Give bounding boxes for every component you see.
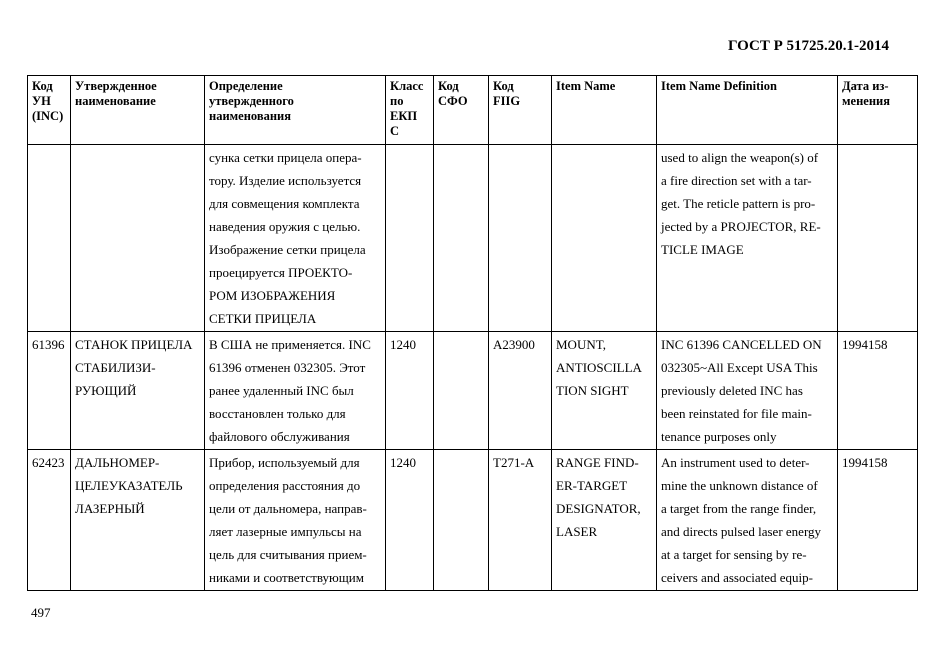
cell-sfo <box>434 145 489 332</box>
text-line: Item Name <box>556 79 616 93</box>
text-line: РОМ ИЗОБРАЖЕНИЯ <box>209 288 336 303</box>
cell-class: 1240 <box>386 450 434 591</box>
text-line: цель для считывания прием- <box>209 547 367 562</box>
items-table <box>27 75 918 591</box>
text-line: TION SIGHT <box>556 383 629 398</box>
cell-item-definition <box>657 450 838 591</box>
header-name-ru <box>71 76 205 145</box>
text-line: Код <box>493 79 514 93</box>
text-line: LASER <box>556 524 598 539</box>
cell-date: 1994158 <box>838 332 918 450</box>
cell-definition-ru <box>205 145 386 332</box>
page-number: 497 <box>31 605 51 620</box>
cell-class <box>386 145 434 332</box>
text-line: at a target for sensing by re- <box>661 547 807 562</box>
text-line: ДАЛЬНОМЕР- <box>75 455 160 470</box>
cell-date <box>838 145 918 332</box>
text-line: СФО <box>438 94 468 108</box>
cell-item-definition <box>657 145 838 332</box>
text-line: Класс <box>390 79 424 93</box>
cell-class: 1240 <box>386 332 434 450</box>
text-line: been reinstated for file main- <box>661 406 812 421</box>
text-line: восстановлен только для <box>209 406 346 421</box>
text-line: ляет лазерные импульсы на <box>209 524 362 539</box>
text-line: наименования <box>209 109 292 123</box>
text-line: mine the unknown distance of <box>661 478 818 493</box>
text-line: наименование <box>75 94 156 108</box>
table-row <box>28 332 918 450</box>
text-line: Утвержденное <box>75 79 157 93</box>
cell-fiig: T271-A <box>489 450 552 591</box>
cell-inc: 61396 <box>28 332 71 450</box>
text-line: Определение <box>209 79 283 93</box>
text-line: Дата из- <box>842 79 889 93</box>
text-line: наведения оружия с целью. <box>209 219 361 234</box>
text-line: утвержденного <box>209 94 294 108</box>
header-item-name <box>552 76 657 145</box>
cell-inc: 62423 <box>28 450 71 591</box>
header-row <box>28 76 918 145</box>
cell-item-name <box>552 450 657 591</box>
cell-date: 1994158 <box>838 450 918 591</box>
text-line: сунка сетки прицела опера- <box>209 150 362 165</box>
text-line: СТАНОК ПРИЦЕЛА <box>75 337 193 352</box>
header-class <box>386 76 434 145</box>
cell-fiig <box>489 145 552 332</box>
cell-item-definition <box>657 332 838 450</box>
cell-item-name <box>552 332 657 450</box>
text-line: проецируется ПРОЕКТО- <box>209 265 353 280</box>
header-inc <box>28 76 71 145</box>
text-line: (INC) <box>32 109 64 123</box>
text-line: Прибор, используемый для <box>209 455 360 470</box>
text-line: RANGE FIND- <box>556 455 639 470</box>
header-definition-ru <box>205 76 386 145</box>
text-line: 61396 отменен 032305. Этот <box>209 360 366 375</box>
cell-inc <box>28 145 71 332</box>
text-line: ЦЕЛЕУКАЗАТЕЛЬ <box>75 478 183 493</box>
text-line: СЕТКИ ПРИЦЕЛА <box>209 311 317 326</box>
cell-sfo <box>434 450 489 591</box>
text-line: ранее удаленный INC был <box>209 383 354 398</box>
text-line: previously deleted INC has <box>661 383 803 398</box>
text-line: Код <box>32 79 53 93</box>
text-line: 032305~All Except USA This <box>661 360 818 375</box>
text-line: Изображение сетки прицела <box>209 242 366 257</box>
header-item-definition <box>657 76 838 145</box>
text-line: файлового обслуживания <box>209 429 350 444</box>
text-line: tenance purposes only <box>661 429 777 444</box>
text-line: INC 61396 CANCELLED ON <box>661 337 822 352</box>
text-line: ceivers and associated equip- <box>661 570 813 585</box>
cell-definition-ru <box>205 450 386 591</box>
cell-definition-ru <box>205 332 386 450</box>
text-line: тору. Изделие используется <box>209 173 362 188</box>
text-line: DESIGNATOR, <box>556 501 641 516</box>
text-line: цели от дальномера, направ- <box>209 501 367 516</box>
text-line: An instrument used to deter- <box>661 455 810 470</box>
cell-name-ru <box>71 332 205 450</box>
text-line: по <box>390 94 404 108</box>
text-line: jected by a PROJECTOR, RE- <box>661 219 821 234</box>
text-line: Код <box>438 79 459 93</box>
text-line: СТАБИЛИЗИ- <box>75 360 156 375</box>
text-line: УН <box>32 94 51 108</box>
text-line: ER-TARGET <box>556 478 628 493</box>
text-line: ЕКП <box>390 109 418 123</box>
table-row <box>28 145 918 332</box>
table-row <box>28 450 918 591</box>
text-line: TICLE IMAGE <box>661 242 744 257</box>
text-line: С <box>390 124 400 138</box>
text-line: ANTIOSCILLA <box>556 360 642 375</box>
text-line: для совмещения комплекта <box>209 196 360 211</box>
text-line: Item Name Definition <box>661 79 777 93</box>
text-line: a target from the range finder, <box>661 501 817 516</box>
header-fiig <box>489 76 552 145</box>
text-line: FIIG <box>493 94 521 108</box>
text-line: used to align the weapon(s) of <box>661 150 819 165</box>
header-date <box>838 76 918 145</box>
cell-item-name <box>552 145 657 332</box>
text-line: менения <box>842 94 890 108</box>
text-line: РУЮЩИЙ <box>75 383 137 398</box>
cell-name-ru <box>71 145 205 332</box>
cell-fiig: A23900 <box>489 332 552 450</box>
text-line: and directs pulsed laser energy <box>661 524 822 539</box>
text-line: get. The reticle pattern is pro- <box>661 196 816 211</box>
cell-name-ru <box>71 450 205 591</box>
header-sfo <box>434 76 489 145</box>
cell-sfo <box>434 332 489 450</box>
text-line: никами и соответствующим <box>209 570 364 585</box>
text-line: В США не применяется. INC <box>209 337 371 352</box>
text-line: MOUNT, <box>556 337 606 352</box>
text-line: ЛАЗЕРНЫЙ <box>75 501 145 516</box>
standard-code: ГОСТ Р 51725.20.1-2014 <box>727 38 889 54</box>
text-line: a fire direction set with a tar- <box>661 173 812 188</box>
text-line: определения расстояния до <box>209 478 361 493</box>
